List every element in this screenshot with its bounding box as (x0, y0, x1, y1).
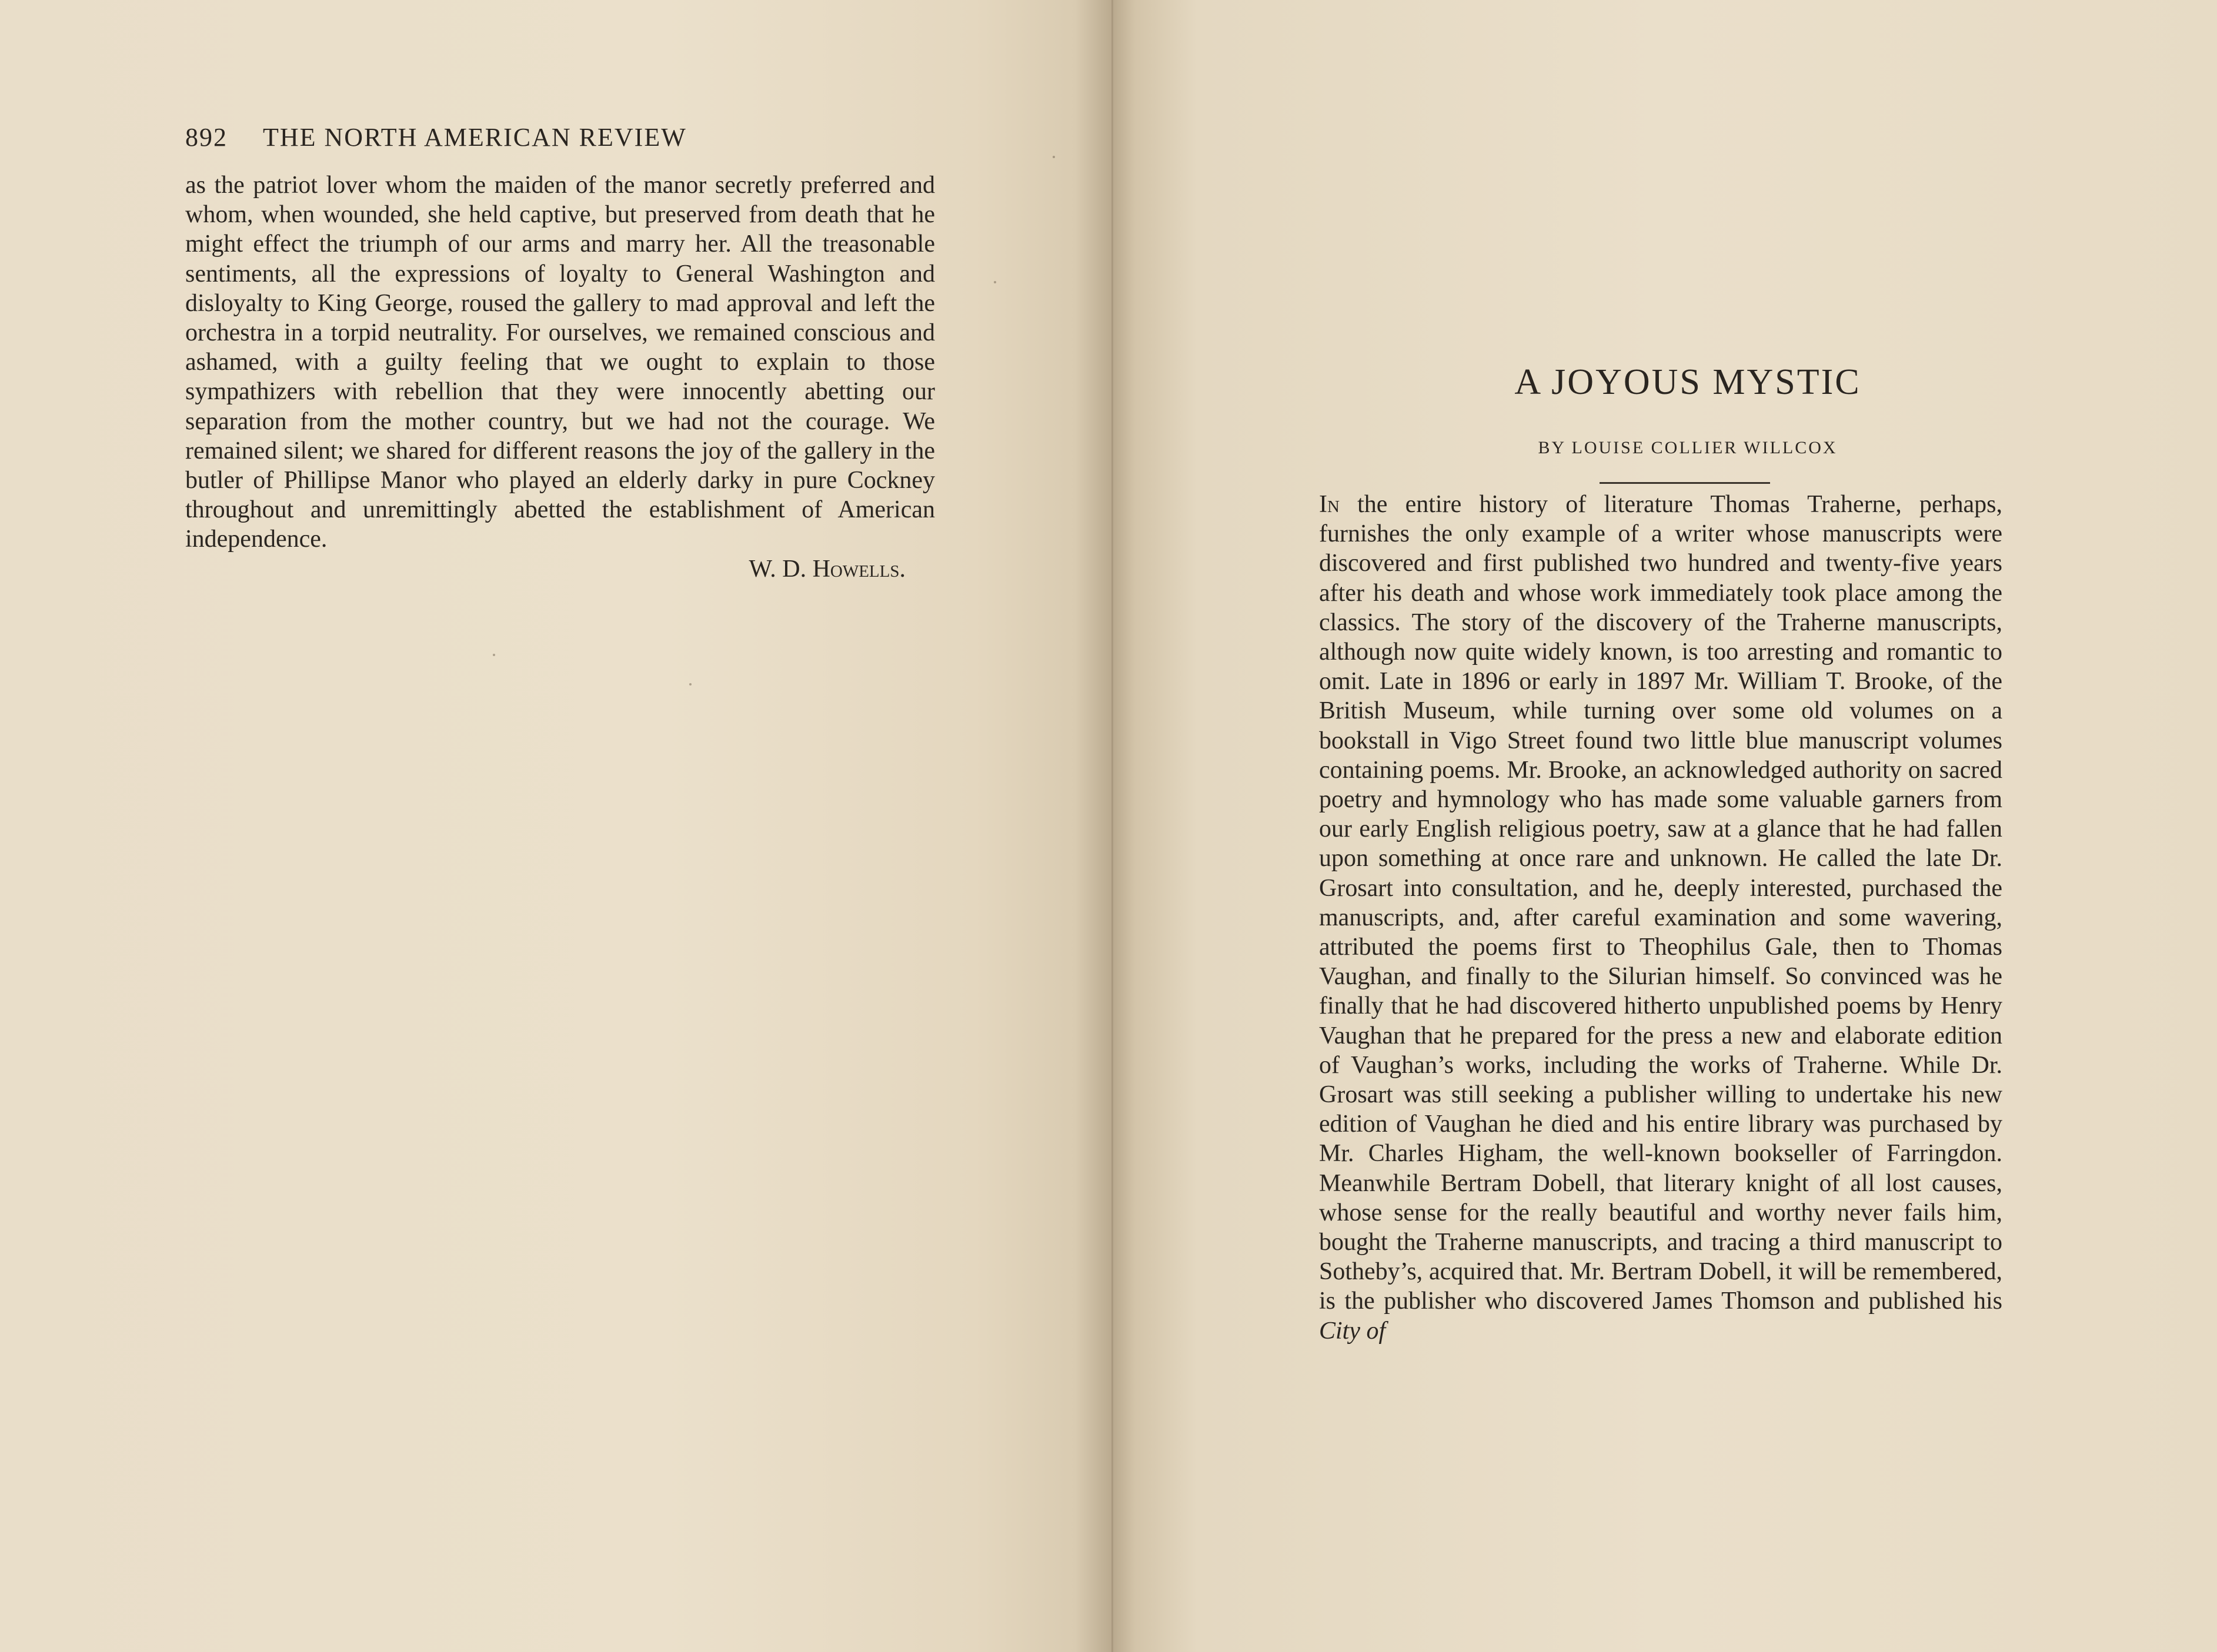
left-body-text (185, 170, 935, 584)
left-page (0, 0, 1108, 1652)
right-page (1114, 0, 2217, 1652)
author-signature: W. D. Howells. (749, 555, 906, 583)
italic-title-fragment: City of (1319, 1317, 1386, 1345)
right-body-text (1319, 490, 2002, 1346)
book-gutter (1111, 0, 1113, 1652)
page-number: 892 (185, 123, 228, 152)
left-paragraph: as the patriot lover whom the maiden of the manor secretly preferred and whom, when wounded, she held captive, but preserved from death that he might effect the triumph of our arms and marry her. All the treasonable sentiments, all the expressions of loyalty to General Washington and disloyalty to King George, roused the gallery to mad approval and left the orchestra in a torpid neutrality. For ourselves, we remained conscious and ashamed, with a guilty feeling that we ought to explain to those sympathizers with rebellion that they were innocently abetting our separation from the mother country, but we had not the courage. We remained silent; we shared for different reasons the joy of the gallery in the butler of Phillipse Manor who played an elderly darky in pure Cockney throughout and unremittingly abetted the establishment of American independence. (185, 172, 935, 553)
first-word: In (1319, 491, 1340, 518)
paper-speck (1053, 156, 1055, 158)
article-byline: BY LOUISE COLLIER WILLCOX (1538, 438, 1838, 457)
paper-speck (994, 281, 996, 283)
article-title: A JOYOUS MYSTIC (1514, 362, 1861, 402)
paragraph-body: the entire history of literature Thomas Traherne, perhaps, furnishes the only example of a writer whose manuscripts were discovered and first published two hundred and twenty-five years after his death and whose work immediately took place among the classics. The story of the discovery of the Traherne manuscripts, although now quite widely known, is too arresting and romantic to omit. Late in 1896 or early in 1897 Mr. William T. Brooke, of the British Museum, while turning over some old volumes on a bookstall in Vigo Street found two little blue manuscript volumes containing poems. Mr. Brooke, an acknowledged authority on sacred poetry and hymnology who has made some valuable garners from our early English religious poetry, saw at a glance that he had fallen upon something at once rare and unknown. He called the late Dr. Grosart into consultation, and he, deeply interested, purchased the manuscripts, and, after careful examination and some wavering, attributed the poems first to Theophilus Gale, then to Thomas Vaughan, and finally to the Silurian himself. So convinced was he finally that he had discovered hitherto unpublished poems by Henry Vaughan that he prepared for the press a new and elaborate edition of Vaughan’s works, including the works of Traherne. While Dr. Grosart was still seeking a publisher willing to undertake his new edition of Vaughan he died and his entire library was purchased by Mr. Charles Higham, the well-known bookseller of Farringdon. Meanwhile Bertram Dobell, that literary knight of all lost causes, whose sense for the really beautiful and worthy never fails him, bought the Traherne manuscripts, and tracing a third manuscript to Sotheby’s, acquired that. Mr. Bertram Dobell, it will be remembered, is the publisher who discovered James Thomson and published his (1319, 491, 2002, 1315)
right-paragraph (1319, 490, 2002, 1346)
title-divider (1600, 482, 1770, 484)
journal-title: THE NORTH AMERICAN REVIEW (263, 123, 687, 152)
paper-speck (689, 683, 692, 685)
paper-speck (493, 654, 495, 656)
running-head (185, 122, 938, 152)
